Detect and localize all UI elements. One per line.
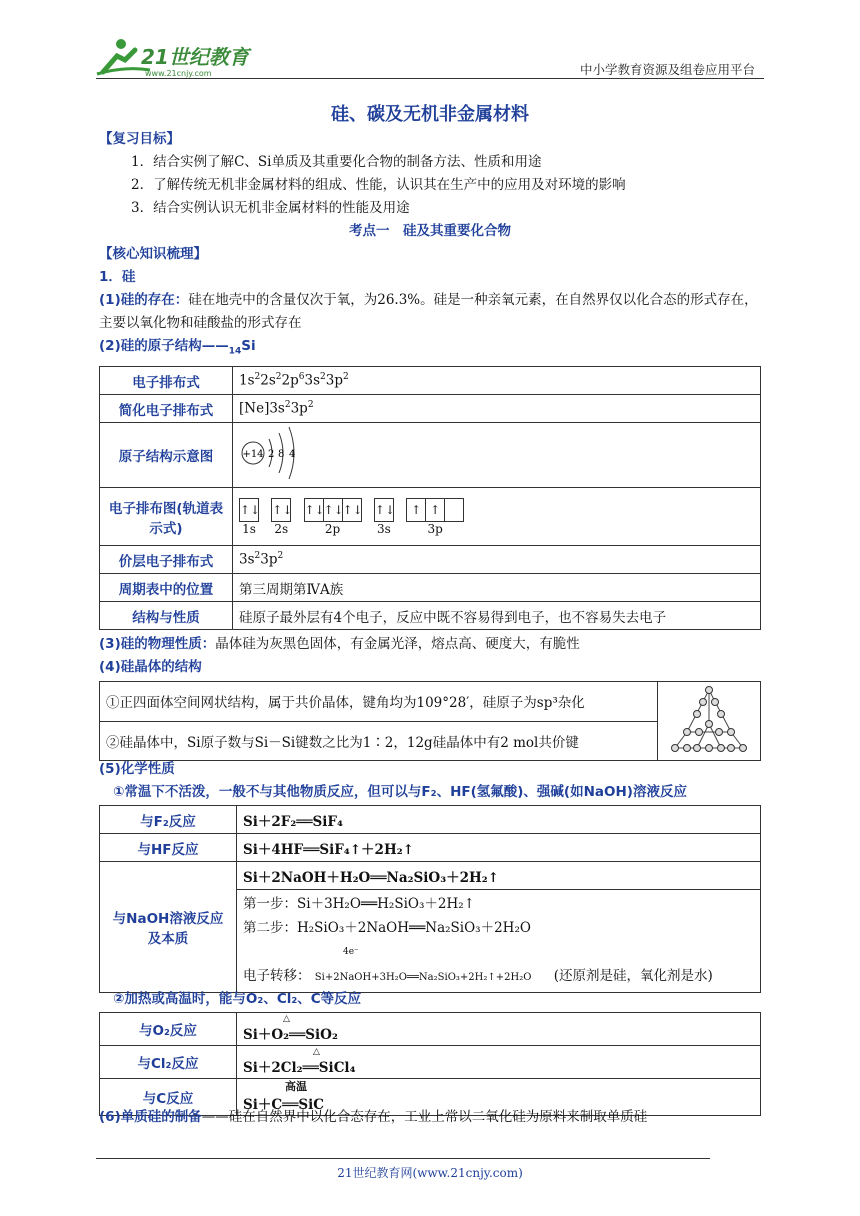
logo-url: www.21cnjy.com [145, 69, 212, 78]
transfer-eq: Si+2NaOH+3H₂O══Na₂SiO₃+2H₂↑+2H₂O [314, 972, 532, 983]
orbital-2p: ↑↓↑↓↑↓ 2p [304, 498, 362, 536]
label-electron-config: 电子排布式 [100, 367, 233, 395]
chemical-sub1: ①常温下不活泼，一般不与其他物质反应，但可以与F₂、HF(氢氟酸)、强碱(如NaOH)溶液反应 [113, 784, 687, 800]
para-existence [99, 289, 761, 335]
footer-divider [96, 1158, 710, 1159]
crystal-table [99, 681, 761, 761]
label-cl2: 与Cl₂反应 [100, 1046, 237, 1079]
eq-naoh: Si＋2NaOH＋H₂O══Na₂SiO₃＋2H₂↑ [237, 862, 761, 890]
crystal-row-2: ②硅晶体中，Si原子数与Si－Si键数之比为1∶2，12g硅晶体中有2 mol共价键 [100, 721, 658, 761]
value-electron-config: $1s^22s^22p^63s^23p^2$ [233, 367, 761, 395]
transfer-row [243, 964, 754, 990]
svg-text:2: 2 [268, 449, 275, 460]
label-hf: 与HF反应 [100, 834, 237, 862]
atom-structure-table [99, 366, 761, 630]
para-structure-label [99, 335, 761, 364]
value-valence-config: $3s^23p^2$ [233, 546, 761, 574]
step-1: 第一步：Si＋3H₂O══H₂SiO₃＋2H₂↑ [243, 896, 475, 912]
eq-f2: Si＋2F₂══SiF₄ [237, 806, 761, 834]
crystal-label: (4)硅晶体的结构 [99, 659, 202, 675]
label-c: 与C反应 [100, 1079, 237, 1116]
orbital-3p: ↑ ↑ 3p [406, 498, 464, 536]
label-o2: 与O₂反应 [100, 1013, 237, 1046]
header-divider [96, 78, 764, 79]
label-f2: 与F₂反应 [100, 806, 237, 834]
orbital-diagram [233, 488, 761, 546]
orbital-2s: ↑↓ 2s [271, 498, 291, 536]
value-position: 第三周期第ⅣA族 [233, 574, 761, 602]
page-title: 硅、碳及无机非金属材料 [331, 104, 529, 125]
atomic-number: 14 [228, 346, 242, 357]
chemical-sub2-wrap [99, 988, 761, 1011]
review-section [99, 128, 761, 364]
eq-o2: △ Si＋O₂══SiO₂ [237, 1013, 761, 1046]
review-item: 1．结合实例了解C、Si单质及其重要化合物的制备方法、性质和用途 [131, 154, 542, 170]
step-2: 第二步：H₂SiO₃＋2NaOH══Na₂SiO₃＋2H₂O [243, 920, 531, 936]
prep-text: ——硅在自然界中以化合态存在，工业上常以二氧化硅为原料来制取单质硅 [201, 1109, 648, 1125]
chemical-sub2: ②加热或高温时，能与O₂、Cl₂、C等反应 [113, 991, 362, 1007]
crystal-diagram [658, 682, 761, 761]
footer: 21世纪教育网(www.21cnjy.com) [337, 1166, 523, 1180]
label-structure-property: 结构与性质 [100, 602, 233, 630]
atom-diagram-icon [239, 425, 309, 481]
prep-section [99, 1106, 761, 1129]
label-position: 周期表中的位置 [100, 574, 233, 602]
orbital-1s: ↑↓ 1s [239, 498, 259, 536]
reaction-table-1 [99, 805, 761, 993]
physical-text: 晶体硅为灰黑色固体，有金属光泽，熔点高、硬度大，有脆性 [215, 636, 580, 652]
svg-text:+14: +14 [242, 449, 264, 460]
para-existence-text: 硅在地壳中的含量仅次于氧，为26.3%。硅是一种亲氧元素，在自然界仅以化合态的形式存在，主要以氧化物和硅酸盐的形式存在 [99, 292, 758, 331]
label-simple-config: 简化电子排布式 [100, 395, 233, 423]
review-heading: 【复习目标】 [99, 131, 180, 147]
label-valence-config: 价层电子排布式 [100, 546, 233, 574]
svg-text:4: 4 [289, 449, 296, 460]
svg-text:8: 8 [278, 449, 285, 460]
chemical-section [99, 758, 761, 804]
transfer-electrons: 4e⁻ [343, 947, 359, 957]
label-atom-diagram: 原子结构示意图 [100, 423, 233, 488]
eq-hf: Si＋4HF══SiF₄↑＋2H₂↑ [237, 834, 761, 862]
orbital-3s: ↑↓ 3s [374, 498, 394, 536]
prep-label: (6)单质硅的制备 [99, 1109, 202, 1125]
crystal-row-1: ①正四面体空间网状结构，属于共价晶体，键角均为109°28′，硅原子为sp³杂化 [100, 682, 658, 722]
para-existence-label: (1)硅的存在： [99, 292, 189, 308]
physical-section [99, 633, 761, 679]
review-item: 2．了解传统无机非金属材料的组成、性能，认识其在生产中的应用及对环境的影响 [131, 177, 626, 193]
transfer-label: 电子转移： [243, 968, 311, 984]
reaction-table-2 [99, 1012, 761, 1116]
eq-cl2: △ Si＋2Cl₂══SiCl₄ [237, 1046, 761, 1079]
core-heading: 【核心知识梳理】 [99, 246, 207, 262]
transfer-note: (还原剂是硅，氧化剂是水) [553, 968, 713, 984]
physical-label: (3)硅的物理性质： [99, 636, 216, 652]
value-structure-property: 硅原子最外层有4个电子，反应中既不容易得到电子，也不容易失去电子 [233, 602, 761, 630]
atom-diagram [233, 423, 761, 488]
crystal-lattice-icon [667, 684, 751, 754]
section-silicon: 1．硅 [99, 269, 136, 285]
label-naoh: 与NaOH溶液反应及本质 [100, 862, 237, 993]
logo [95, 36, 265, 78]
structure-label: (2)硅的原子结构—— [99, 338, 229, 354]
svg-text:21世纪教育: 21世纪教育 [141, 45, 249, 69]
value-simple-config: $[Ne]3s^23p^2$ [233, 395, 761, 423]
header-platform: 中小学教育资源及组卷应用平台 [579, 62, 755, 77]
element-symbol: Si [241, 338, 256, 354]
chemical-label: (5)化学性质 [99, 761, 175, 777]
naoh-steps [237, 890, 761, 993]
eq-c: 高温 Si＋C══SiC [237, 1079, 761, 1116]
label-orbital-diagram: 电子排布图(轨道表示式) [100, 488, 233, 546]
kaodian-heading: 考点一 硅及其重要化合物 [349, 223, 511, 239]
review-item: 3．结合实例认识无机非金属材料的性能及用途 [131, 200, 410, 216]
